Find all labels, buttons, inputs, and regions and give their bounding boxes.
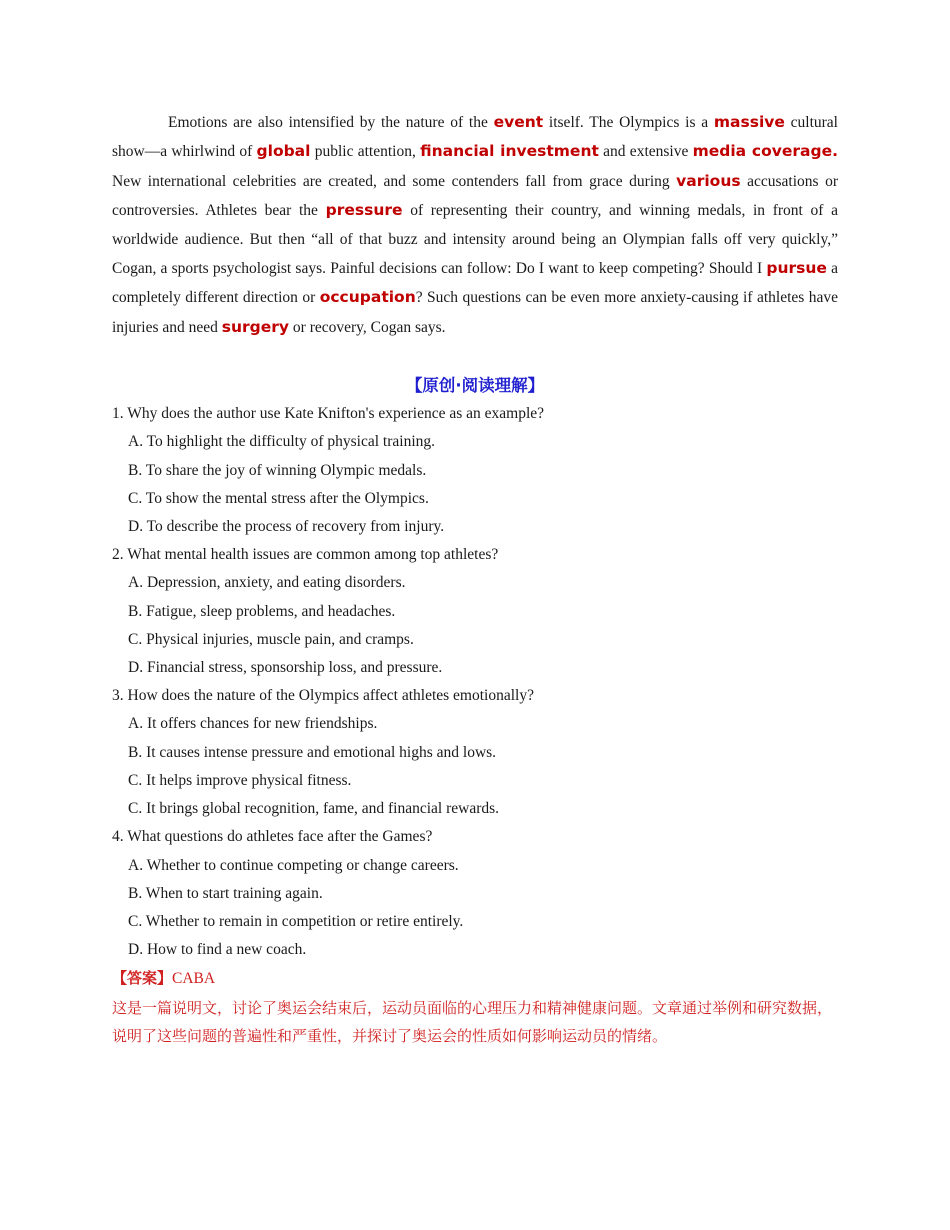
question-option: C. Physical injuries, muscle pain, and cramps. (128, 630, 414, 648)
document-page (112, 108, 838, 1050)
passage-text: or recovery, Cogan says. (289, 318, 446, 336)
question-stem: 1. Why does the author use Kate Knifton's experience as an example? (112, 405, 545, 423)
answer-tag: 【答案】 (112, 969, 173, 988)
answer-line (112, 964, 838, 993)
question-option: D. How to find a new coach. (128, 941, 307, 959)
question-option: C. It brings global recognition, fame, and financial rewards. (128, 800, 500, 818)
question-option: B. When to start training again. (128, 884, 323, 902)
keyword-highlight: pressure (325, 201, 403, 220)
passage-paragraph (112, 108, 838, 342)
keyword-highlight: event (493, 113, 544, 131)
question-option: C. Whether to remain in competition or retire entirely. (128, 912, 464, 930)
passage-text: public attention, (310, 143, 421, 161)
section-title: 【原创·阅读理解】 (405, 376, 545, 396)
passage-text: cultural show—a whirlwind of (112, 114, 838, 161)
explanation-text: 这是一篇说明文，讨论了奥运会结束后，运动员面临的心理压力和精神健康问题。文章通过举例和研究数据，说明了这些问题的普遍性和严重性，并探讨了奥运会的性质如何影响运动员的情绪。 (112, 998, 833, 1045)
passage-text: a completely different direction or (112, 260, 838, 307)
keyword-highlight: pursue (766, 259, 827, 278)
passage-text: of representing their country, and winning medals, in front of a worldwide audience. But then “all of that buzz and intensity around being an Olympian falls off very quickly,” Cogan, a sports psychologist says. Painful decisions can follow: Do I want to keep competing? Should I (112, 202, 838, 278)
keyword-highlight: occupation (319, 288, 416, 307)
question-option: B. It causes intense pressure and emotional highs and lows. (128, 743, 497, 761)
keyword-highlight: various (676, 171, 741, 190)
question-option: B. To share the joy of winning Olympic medals. (128, 461, 427, 479)
question-option: C. It helps improve physical fitness. (128, 771, 352, 789)
question-option: A. Whether to continue competing or change careers. (128, 856, 459, 874)
answer-value: CABA (172, 970, 216, 988)
question-option: A. To highlight the difficulty of physical training. (128, 433, 436, 451)
passage-text: ? Such questions can be even more anxiety-causing if athletes have injuries and need (112, 289, 838, 336)
question-list (112, 400, 838, 964)
question-option: D. Financial stress, sponsorship loss, and pressure. (128, 659, 443, 677)
question-option: B. Fatigue, sleep problems, and headaches. (128, 602, 396, 620)
keyword-highlight: global (256, 142, 311, 161)
passage-text: itself. The Olympics is a (543, 114, 714, 131)
question-option: A. Depression, anxiety, and eating disorders. (128, 574, 406, 592)
keyword-highlight: financial investment (420, 142, 599, 161)
passage-text: and extensive (598, 143, 693, 161)
passage-text: accusations or controversies. Athletes bear the (112, 172, 838, 220)
keyword-highlight: media coverage. (692, 142, 838, 161)
question-option: D. To describe the process of recovery from injury. (128, 518, 445, 536)
passage-text: Emotions are also intensified by the nature of the (168, 114, 494, 131)
question-option: C. To show the mental stress after the Olympics. (128, 489, 429, 507)
passage-text: New international celebrities are created, and some contenders fall from grace during (112, 172, 677, 190)
question-stem: 4. What questions do athletes face after the Games? (112, 828, 433, 846)
question-stem: 2. What mental health issues are common among top athletes? (112, 546, 499, 564)
keyword-highlight: massive (713, 113, 785, 131)
keyword-highlight: surgery (221, 317, 290, 336)
question-stem: 3. How does the nature of the Olympics affect athletes emotionally? (112, 687, 534, 705)
question-option: A. It offers chances for new friendships. (128, 715, 378, 733)
